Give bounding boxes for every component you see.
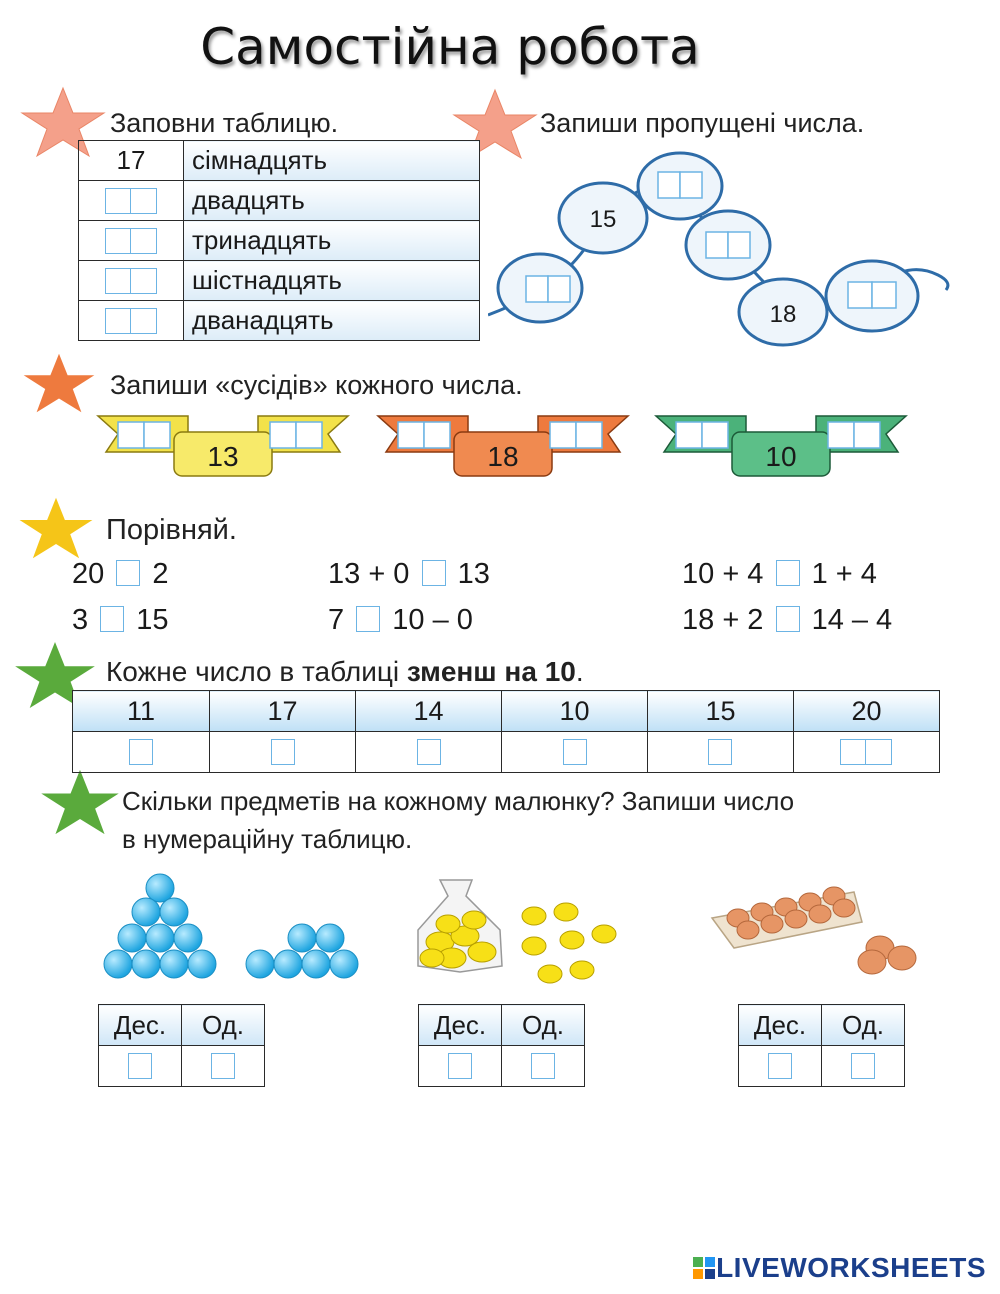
table-row [73,691,940,732]
answer-box[interactable] [563,739,587,765]
word-cell: шістнадцять [184,261,480,301]
comparison-right: 2 [152,558,169,590]
word-cell: сімнадцять [184,141,480,181]
answer-box[interactable] [840,739,892,765]
table-cell [73,732,210,773]
table-row [739,1046,905,1087]
ribbon-number: 18 [487,441,519,472]
table-cell [647,732,793,773]
ones-header: Од. [822,1005,905,1046]
task4-instruction: Порівняй. [106,514,237,546]
answer-box[interactable] [851,1053,875,1079]
comparison-left: 10 + 4 [682,558,764,590]
comparison-right: 10 – 0 [392,604,473,636]
answer-box[interactable] [129,739,153,765]
comparison-left: 7 [328,604,345,636]
chain-bubble [826,261,918,331]
answer-box[interactable] [356,606,380,632]
tens-header: Дес. [739,1005,822,1046]
answer-box[interactable] [417,739,441,765]
task5-instruction-bold: зменш на 10 [406,656,576,687]
table-cell [419,1046,502,1087]
comparison-item [682,558,877,591]
comparison-item [328,558,490,591]
chain-bubble [638,153,722,219]
table-cell: 14 [356,691,502,732]
logo-icon [692,1256,716,1280]
table-cell [822,1046,905,1087]
star-icon [20,352,98,414]
answer-box[interactable] [128,1053,152,1079]
ones-header: Од. [502,1005,585,1046]
star-icon [16,496,96,560]
ribbon-number: 10 [765,441,797,472]
number-word-table [78,140,480,341]
answer-box[interactable] [768,1053,792,1079]
page-title: Самостійна робота [200,18,700,76]
table-cell: 15 [647,691,793,732]
number-cell [79,301,184,341]
table-cell: 10 [502,691,648,732]
logo-text: LIVEWORKSHEETS [716,1252,986,1283]
chain-bubble [559,183,647,253]
table-row [79,221,480,261]
table-cell [210,732,356,773]
chain-bubble [498,254,582,322]
comparison-right: 13 [457,558,490,590]
table-row [73,732,940,773]
comparison-item [72,558,169,591]
answer-box[interactable] [105,228,157,254]
place-value-table [418,1004,585,1087]
table-cell: 17 [210,691,356,732]
answer-box[interactable] [100,606,124,632]
task5-instruction [106,656,584,688]
place-value-table [98,1004,265,1087]
chain-bubble [686,211,770,279]
task2-instruction: Запиши пропущені числа. [540,108,865,138]
place-value-table [738,1004,905,1087]
number-cell: 17 [79,141,184,181]
table-row [99,1005,265,1046]
comparison-item [328,604,473,637]
lemons-icon [410,870,630,992]
answer-box[interactable] [776,606,800,632]
tens-header: Дес. [99,1005,182,1046]
table-cell: 11 [73,691,210,732]
star-icon [36,768,124,836]
eggs-icon [704,872,918,980]
answer-box[interactable] [422,560,446,586]
table-cell [502,1046,585,1087]
table-cell [502,732,648,773]
bubble-number: 15 [589,206,617,233]
comparison-item [682,604,892,637]
comparison-left: 13 + 0 [328,558,410,590]
number-chain [488,150,958,350]
table-cell [182,1046,265,1087]
word-cell: дванадцять [184,301,480,341]
task6-instruction-line2: в нумераційну таблицю. [122,824,413,854]
neighbors-ribbon [376,408,631,480]
answer-box[interactable] [776,560,800,586]
chain-bubble [739,279,827,345]
number-cell [79,221,184,261]
comparison-right: 14 – 4 [811,604,893,636]
comparison-item [72,604,169,637]
task1-instruction: Заповни таблицю. [110,108,339,138]
ribbon-number: 13 [207,441,239,472]
word-cell: тринадцять [184,221,480,261]
tens-header: Дес. [419,1005,502,1046]
answer-box[interactable] [105,268,157,294]
liveworksheets-logo [692,1252,986,1284]
number-cell [79,181,184,221]
table-cell: 20 [793,691,939,732]
table-cell [356,732,502,773]
answer-box[interactable] [708,739,732,765]
task6-instruction-line1: Скільки предметів на кожному малюнку? Запиши число [122,786,795,816]
answer-box[interactable] [531,1053,555,1079]
table-row [419,1046,585,1087]
table-row [79,181,480,221]
table-row [419,1005,585,1046]
table-cell [99,1046,182,1087]
answer-box[interactable] [271,739,295,765]
comparison-left: 20 [72,558,105,590]
answer-box[interactable] [211,1053,235,1079]
table-row [739,1005,905,1046]
task3-instruction: Запиши «сусідів» кожного числа. [110,370,523,400]
comparison-right: 1 + 4 [811,558,877,590]
balls-icon [96,868,368,986]
table-cell [739,1046,822,1087]
answer-box[interactable] [116,560,140,586]
task5-instruction-end: . [575,656,584,687]
neighbors-ribbon [654,408,909,480]
table-row [79,301,480,341]
neighbors-ribbon [96,408,351,480]
table-cell [793,732,939,773]
answer-box[interactable] [448,1053,472,1079]
comparison-right: 15 [136,604,169,636]
table-row [79,141,480,181]
table-row [79,261,480,301]
decrease-table [72,690,940,773]
ones-header: Од. [182,1005,265,1046]
number-cell [79,261,184,301]
answer-box[interactable] [105,188,157,214]
bubble-number: 18 [769,301,797,328]
comparison-left: 3 [72,604,89,636]
table-row [99,1046,265,1087]
answer-box[interactable] [105,308,157,334]
task5-instruction-text: Кожне число в таблиці [106,656,407,687]
word-cell: двадцять [184,181,480,221]
comparison-left: 18 + 2 [682,604,764,636]
